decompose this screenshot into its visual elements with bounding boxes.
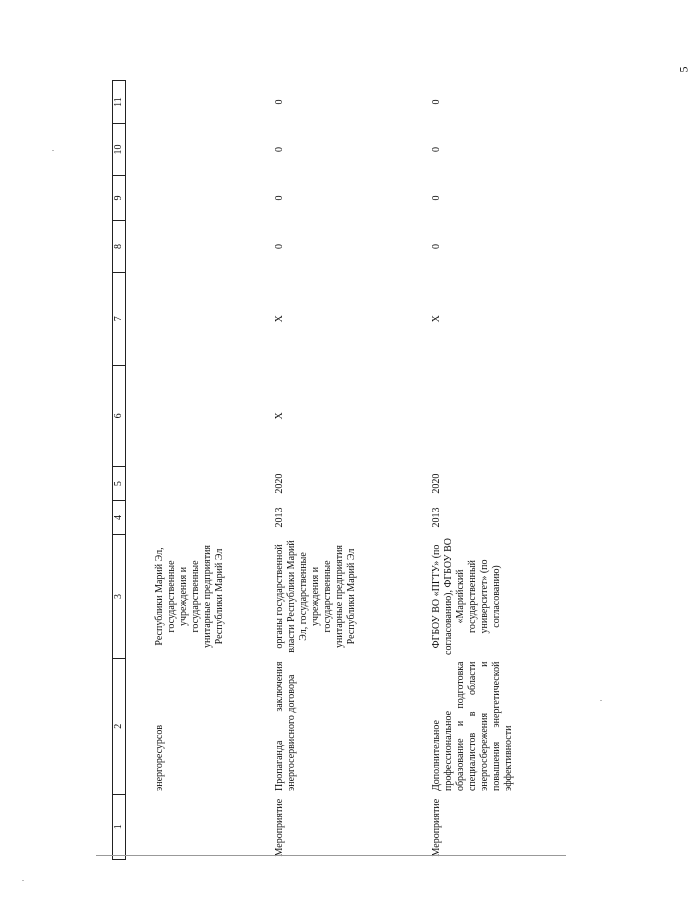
header-col-9: 9 bbox=[113, 175, 126, 220]
col-11-cell: 0 bbox=[431, 99, 442, 105]
table-row bbox=[126, 81, 271, 860]
scan-speck bbox=[22, 880, 24, 881]
table-row bbox=[425, 81, 582, 860]
col-7-cell: X bbox=[274, 315, 285, 323]
end-year-cell: 2020 bbox=[431, 473, 442, 494]
col-11-cell bbox=[126, 81, 271, 124]
col-6-cell: X bbox=[274, 412, 285, 420]
header-col-4: 4 bbox=[113, 501, 126, 535]
header-col-10: 10 bbox=[113, 124, 126, 176]
measure-name-cell: Дополнительное профессиональное образование и подготовка специалистов в области энергосбережения и повышения энергетической эффективности bbox=[431, 661, 514, 792]
col-11-cell: 0 bbox=[274, 99, 285, 105]
measure-name-cell: энергоресурсов bbox=[154, 724, 165, 792]
col-6-cell bbox=[425, 365, 582, 467]
end-year-cell: 2020 bbox=[274, 473, 285, 494]
bottom-rule bbox=[96, 855, 566, 856]
executor-cell: ФГБОУ ВО «ПГТУ» (по согласованию), ФГБОУ ВО «Марийский государственный университет» (по согласованию) bbox=[431, 538, 502, 655]
col-7-cell: X bbox=[431, 315, 442, 323]
measure-name-cell: Пропаганда заключения энергосервисного договора bbox=[274, 661, 297, 792]
end-year-cell bbox=[126, 467, 271, 501]
header-col-8: 8 bbox=[113, 221, 126, 273]
table-row bbox=[270, 81, 425, 860]
col-9-cell bbox=[126, 175, 271, 220]
program-measures-table bbox=[112, 80, 582, 860]
row-type-cell bbox=[126, 794, 271, 859]
header-col-2: 2 bbox=[113, 659, 126, 794]
col-10-cell bbox=[126, 124, 271, 176]
header-col-5: 5 bbox=[113, 467, 126, 501]
row-type-cell: Мероприятие bbox=[274, 798, 285, 857]
rotated-table-sheet bbox=[112, 80, 557, 860]
start-year-cell: 2013 bbox=[431, 507, 442, 528]
header-col-7: 7 bbox=[113, 273, 126, 366]
executor-cell: органы государственной власти Республики Марий Эл, государственные учреждения и государственные унитарные предприятия Республики Марий Эл bbox=[274, 540, 357, 653]
col-8-cell bbox=[126, 221, 271, 273]
col-9-cell: 0 bbox=[274, 195, 285, 201]
col-8-cell: 0 bbox=[274, 244, 285, 250]
header-col-1: 1 bbox=[113, 794, 126, 859]
header-col-11: 11 bbox=[113, 81, 126, 124]
scan-speck bbox=[600, 700, 602, 701]
page-number: 5 bbox=[676, 66, 691, 73]
col-6-cell bbox=[126, 365, 271, 467]
col-10-cell: 0 bbox=[274, 146, 285, 152]
start-year-cell bbox=[126, 501, 271, 535]
header-col-3: 3 bbox=[113, 534, 126, 658]
header-col-6: 6 bbox=[113, 365, 126, 467]
start-year-cell: 2013 bbox=[274, 507, 285, 528]
scan-speck bbox=[52, 150, 54, 151]
column-number-header-row bbox=[113, 81, 126, 860]
col-8-cell: 0 bbox=[431, 244, 442, 250]
executor-cell: Республики Марий Эл, государственные учреждения и государственные унитарные предприятия Республики Марий Эл bbox=[154, 544, 225, 648]
col-7-cell bbox=[126, 273, 271, 366]
col-10-cell: 0 bbox=[431, 146, 442, 152]
row-type-cell: Мероприятие bbox=[431, 798, 442, 857]
col-9-cell: 0 bbox=[431, 195, 442, 201]
